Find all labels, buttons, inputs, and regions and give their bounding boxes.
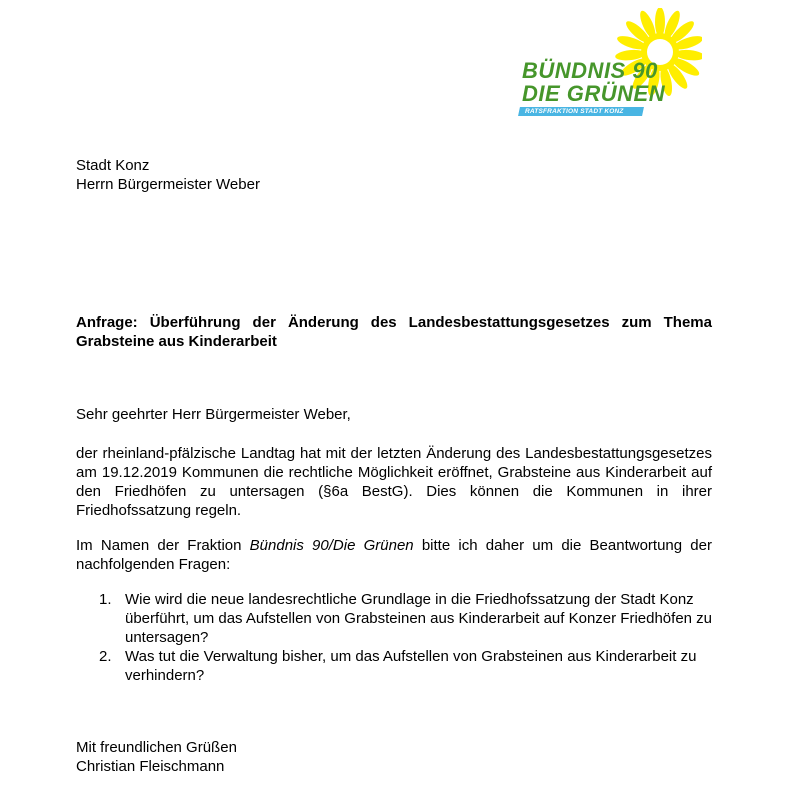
recipient-line-1: Stadt Konz (76, 157, 150, 174)
list-item (76, 590, 712, 647)
party-logo (512, 8, 702, 118)
paragraph-2-emphasis: Bündnis 90/Die Grünen (249, 537, 414, 554)
logo-line-1: BÜNDNIS 90 (522, 58, 658, 83)
logo-band-text: RATSFRAKTION STADT KONZ (525, 108, 624, 115)
paragraph-2-before: Im Namen der Fraktion (76, 537, 250, 554)
logo-band (518, 107, 644, 116)
salutation: Sehr geehrter Herr Bürgermeister Weber, (76, 406, 351, 423)
paragraph-2 (76, 536, 712, 574)
list-item-number: 1. (99, 591, 112, 608)
list-item-number: 2. (99, 648, 112, 665)
list-item-text: Was tut die Verwaltung bisher, um das Aufstellen von Grabsteinen aus Kinderarbeit zu verhindern? (125, 648, 697, 684)
paragraph-2-after: bitte ich daher um die Beantwortung der nachfolgenden Fragen: (76, 537, 712, 573)
paragraph-1: der rheinland-pfälzische Landtag hat mit der letzten Änderung des Landesbestattungsgesetzes am 19.12.2019 Kommunen die rechtliche Möglichkeit eröffnet, Grabsteine aus Kinderarbeit auf den Friedhöfen zu untersagen (§6a BestG). Dies können die Kommunen in ihrer Friedhofssatzung regeln. (76, 445, 712, 519)
list-item-text: Wie wird die neue landesrechtliche Grundlage in die Friedhofssatzung der Stadt Konz überführt, um das Aufstellen von Grabsteinen aus Kinderarbeit auf Konzer Friedhöfen zu untersagen? (125, 591, 713, 646)
signer-name: Christian Fleischmann (76, 758, 225, 775)
recipient-line-2: Herrn Bürgermeister Weber (76, 176, 260, 193)
letter-subject: Anfrage: Überführung der Änderung des Landesbestattungsgesetzes zum Thema Grabsteine aus Kinderarbeit (76, 314, 712, 350)
closing: Mit freundlichen Grüßen (76, 739, 237, 756)
list-item (76, 647, 712, 685)
logo-line-2: DIE GRÜNEN (522, 81, 666, 106)
question-list (76, 590, 712, 685)
